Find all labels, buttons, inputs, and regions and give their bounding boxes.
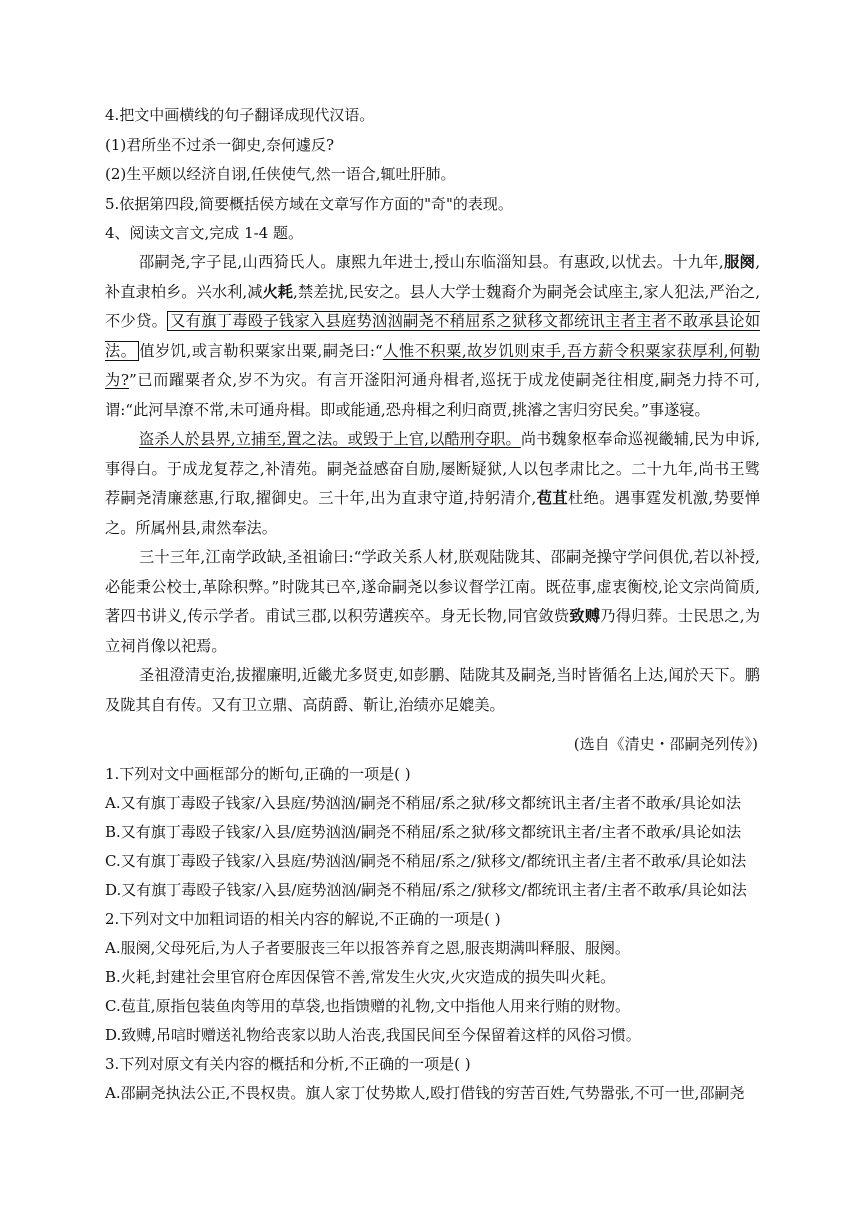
passage-paragraph-3: 三十三年,江南学政缺,圣祖谕曰:“学政关系人材,朕观陆陇其、邵嗣尧操守学问俱优,若以补授,必能秉公校士,革除积弊。”时陇其已卒,遂命嗣尧以参议督学江南。既莅事,虚衷衡校,论文宗尚简质,著四书讲义,传示学者。甫试三郡,以积劳遘疾卒。身无长物,同官敛赀致赙乃得归葬。士民思之,为立祠肖像以祀焉。 <box>105 548 761 655</box>
question-2-option-b: B.火耗,封建社会里官府仓库因保管不善,常发生火灾,火灾造成的损失叫火耗。 <box>105 968 616 986</box>
question-1-prompt: 1.下列对文中画框部分的断句,正确的一项是( ) <box>105 765 411 783</box>
bold-term-zhifeng: 致赙 <box>569 607 601 625</box>
passage-paragraph-4: 圣祖澄清吏治,拔擢廉明,近畿尤多贤吏,如彭鹏、陆陇其及嗣尧,当时皆循名上达,闻於天下。鹏及陇其自有传。又有卫立鼎、高荫爵、靳让,治绩亦足媲美。 <box>105 666 760 714</box>
question-2-option-c: C.苞苴,原指包装鱼肉等用的草袋,也指馈赠的礼物,文中指他人用来行贿的财物。 <box>105 997 631 1015</box>
question-4-item-1: (1)君所坐不过杀一御史,奈何遽反? <box>105 136 335 154</box>
question-1-option-d: D.又有旗丁毒殴子钱家/入县/庭势汹汹/嗣尧不稍屈/系之/狱移文/都统讯主者/主者不敢承/具论如法 <box>105 881 747 899</box>
question-1-option-b: B.又有旗丁毒殴子钱家/入县/庭势汹汹/嗣尧不稍屈/系之狱/移文都统讯主者/主者不敢承/具论如法 <box>105 823 742 841</box>
question-1-option-a: A.又有旗丁毒殴子钱家/入县庭/势汹汹/嗣尧不稍屈/系之狱/移文都统讯主者/主者不敢承/具论如法 <box>105 794 741 812</box>
section-heading: 4、阅读文言文,完成 1-4 题。 <box>105 224 304 242</box>
bold-term-huohao: 火耗 <box>262 282 294 301</box>
question-2-prompt: 2.下列对文中加粗词语的相关内容的解说,不正确的一项是( ) <box>105 910 501 928</box>
passage <box>105 248 760 720</box>
bold-term-baoju: 苞苴 <box>536 489 568 507</box>
passage-source: (选自《清史・邵嗣尧列传》) <box>573 735 758 753</box>
question-5-prompt: 5.依据第四段,简要概括侯方域在文章写作方面的"奇"的表现。 <box>105 195 513 213</box>
underlined-sentence-1: 人惟不积粟,故岁饥则束手,吾方薪令积粟家获厚利,何勒为? <box>105 341 760 389</box>
bold-term-fuque: 服阕 <box>723 253 756 271</box>
question-4-prompt: 4.把文中画横线的句子翻译成现代汉语。 <box>105 106 375 124</box>
boxed-sentence: 又有旗丁毒殴子钱家入县庭势汹汹嗣尧不稍屈系之狱移文都统讯主者主者不敢承县论如法。 <box>105 312 761 360</box>
question-3-prompt: 3.下列对原文有关内容的概括和分析,不正确的一项是( ) <box>105 1055 471 1073</box>
question-4-item-2: (2)生平颇以经济自诩,任侠使气,然一语合,辄吐肝肺。 <box>105 165 456 183</box>
question-2-option-a: A.服阕,父母死后,为人子者要服丧三年以报答养育之恩,服丧期满叫释服、服阕。 <box>105 939 630 957</box>
passage-paragraph-1: 邵嗣尧,字子昆,山西猗氏人。康熙九年进士,授山东临淄知县。有惠政,以忧去。十九年,服阕,补直隶柏乡。兴水利,减火耗,禁差扰,民安之。县人大学士魏裔介为嗣尧会试座主,家人犯法,严治之,不少贷。 又有旗丁毒殴子钱家入县庭势汹汹嗣尧不稍屈系之狱移文都统讯主者主者不敢承县论如法。 值岁饥,或言勒积粟家出粟,嗣尧曰:“人惟不积粟,故岁饥则束手,吾方薪令积粟家获厚利,何勒为?”已而躍粟者众,岁不为灾。有言开滏阳河通舟楫者,巡抚于成龙使嗣尧往相度,嗣尧力持不可,谓:“此河旱潦不常,未可通舟楫。即或能通,恐舟楫之利归商贾,挑濬之害归穷民矣。”事遂寝。 <box>105 253 761 419</box>
underlined-sentence-2: 盗杀人於县界,立捕至,置之法。或毁于上官,以酷刑夺职。 <box>139 430 521 448</box>
question-1-option-c: C.又有旗丁毒殴子钱家/入县庭/势汹汹/嗣尧不稍屈/系之/狱移文/都统讯主者/主者不敢承/具论如法 <box>105 852 747 870</box>
question-3-option-a: A.邵嗣尧执法公正,不畏权贵。旗人家丁仗势欺人,殴打借钱的穷苦百姓,气势嚣张,不可一世,邵嗣尧 <box>105 1084 745 1102</box>
question-2-option-d: D.致赙,吊唁时赠送礼物给丧家以助人治丧,我国民间至今保留着这样的风俗习惯。 <box>105 1026 641 1044</box>
passage-paragraph-2: 盗杀人於县界,立捕至,置之法。或毁于上官,以酷刑夺职。尚书魏象枢奉命巡视畿辅,民为申诉,事得白。于成龙复荐之,补清苑。嗣尧益感奋自励,屡断疑狱,人以包孝肃比之。二十九年,尚书王骘荐嗣尧清廉慈惠,行取,擢御史。三十年,出为直隶守道,持躬清介,苞苴杜绝。遇事霆发机激,势要惮之。所属州县,肃然奉法。 <box>105 430 761 537</box>
